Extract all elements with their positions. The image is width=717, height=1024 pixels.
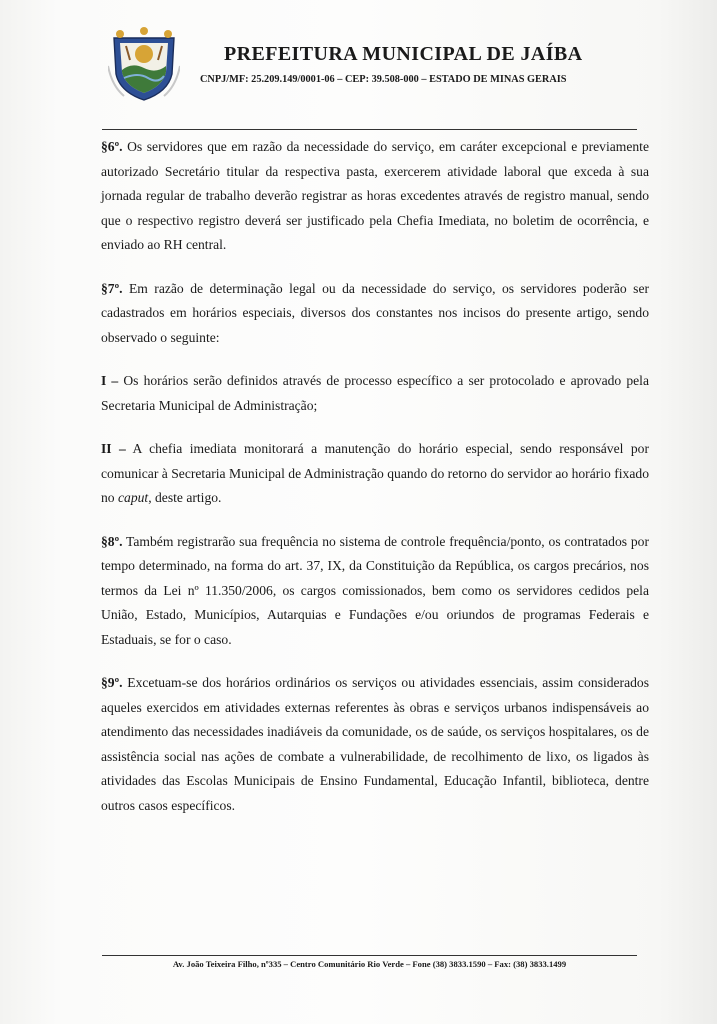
item-i [101,369,649,418]
footer-divider [102,955,637,956]
item-number: II – [101,441,126,456]
caput-term: caput [118,490,149,505]
paragraph-number: §9º. [101,675,123,690]
item-text: Os horários serão definidos através de processo específico a ser protocolado e aprovado pela Secretaria Municipal de Administração; [101,373,649,413]
paragraph-9 [101,671,649,818]
header-divider [102,129,637,130]
item-text-end: , deste artigo. [148,490,222,505]
footer-address: Av. João Teixeira Filho, nº335 – Centro Comunitário Rio Verde – Fone (38) 3833.1590 – Fax: (38) 3833.1499 [172,959,567,969]
item-text: A chefia imediata monitorará a manutenção do horário especial, sendo responsável por comunicar à Secretaria Municipal de Administração quando do retorno do servidor ao horário fixado no [101,441,649,505]
paragraph-7 [101,277,649,351]
paragraph-number: §6º. [101,139,123,154]
document-body [101,135,649,837]
municipality-title: PREFEITURA MUNICIPAL DE JAÍBA [224,43,583,65]
municipality-registration: CNPJ/MF: 25.209.149/0001-06 – CEP: 39.508-000 – ESTADO DE MINAS GERAIS [200,74,567,85]
municipal-coat-of-arms-icon [108,26,180,102]
item-number: I – [101,373,119,388]
paragraph-number: §8º. [101,533,123,549]
paragraph-text: Excetuam-se dos horários ordinários os serviços ou atividades essenciais, assim considerados aqueles exercidos em atividades externas referentes às obras e serviços urbanos indispensáveis ao atendimento das necessidades inadiáveis da comunidade, os de saúde, os serviços hospitalares, os de assistência social nas ações de combate a vulnerabilidade, de recolhimento de lixo, os ligados às atividades das Escolas Municipais de Ensino Fundamental, Educação Infantil, biblioteca, dentre outros casos específicos. [101,675,649,813]
paragraph-text: Em razão de determinação legal ou da necessidade do serviço, os servidores poderão ser cadastrados em horários especiais, diversos dos constantes nos incisos do presente artigo, sendo observado o seguinte: [101,280,649,345]
item-ii [101,437,649,511]
paragraph-6 [101,135,649,258]
paragraph-number: §7º. [101,280,123,296]
paragraph-8 [101,530,649,653]
paragraph-text: Também registrarão sua frequência no sistema de controle frequência/ponto, os contratados por tempo determinado, na forma do art. 37, IX, da Constituição da República, os cargos precários, nos termos da Lei nº 11.350/2006, os cargos comissionados, bem como os servidores cedidos pela União, Estado, Municípios, Autarquias e Fundações e/ou oriundos de programas Federais e Estaduais, se for o caso. [101,533,649,647]
letterhead [100,26,660,106]
paragraph-text: Os servidores que em razão da necessidade do serviço, em caráter excepcional e previamente autorizado Secretário titular da respectiva pasta, exercerem atividade laboral que exceda à sua jornada regular de trabalho deverão registrar as horas excedentes através de registro manual, sendo que o respectivo registro deverá ser justificado pela Chefia Imediata, no boletim de ocorrência, e enviado ao RH central. [101,139,649,252]
